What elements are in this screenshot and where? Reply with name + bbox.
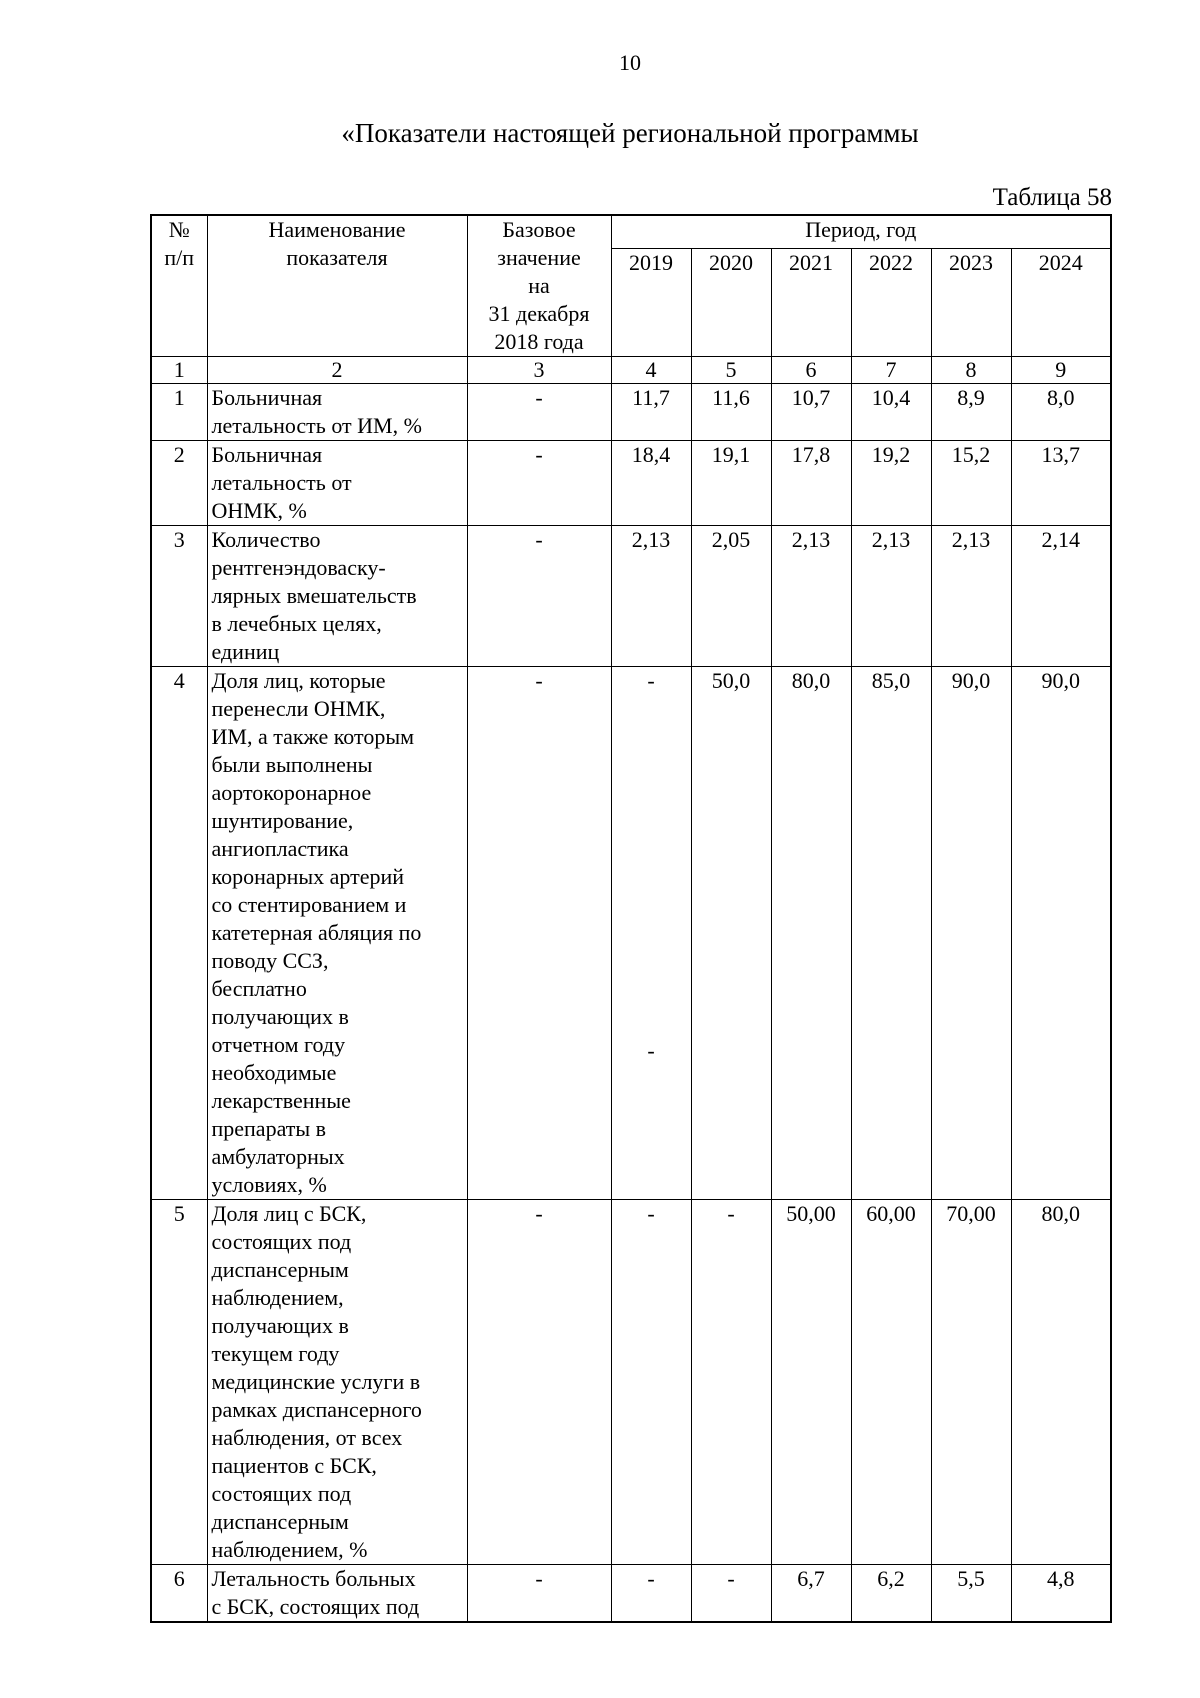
base-value: -: [467, 667, 611, 1200]
table-row: [151, 1200, 1111, 1565]
column-number: 3: [467, 357, 611, 384]
indicator-name: Больничная летальность от ОНМК, %: [207, 441, 467, 526]
value-cell: 11,7: [611, 384, 691, 441]
column-number: 8: [931, 357, 1011, 384]
column-number: 7: [851, 357, 931, 384]
value-cell: 70,00: [931, 1200, 1011, 1565]
table-row: [151, 441, 1111, 526]
value-cell: 2,14: [1011, 526, 1111, 667]
table-row: [151, 1565, 1111, 1623]
value-cell: 85,0: [851, 667, 931, 1200]
indicator-name: Летальность больных с БСК, состоящих под: [207, 1565, 467, 1623]
table-row: [151, 384, 1111, 441]
value-cell: 60,00: [851, 1200, 931, 1565]
value-cell: 80,0: [1011, 1200, 1111, 1565]
value-cell: 19,1: [691, 441, 771, 526]
value-cell: 2,13: [851, 526, 931, 667]
column-numbers-row: [151, 357, 1111, 384]
value-cell: 11,6: [691, 384, 771, 441]
value-cell: -: [611, 1565, 691, 1623]
value-cell: 18,4: [611, 441, 691, 526]
table-caption: Таблица 58: [992, 184, 1112, 211]
column-number: 2: [207, 357, 467, 384]
value-cell: 19,2: [851, 441, 931, 526]
base-value: -: [467, 384, 611, 441]
header-year: 2019: [611, 249, 691, 357]
value-cell: 50,00: [771, 1200, 851, 1565]
indicators-table: [150, 214, 1112, 1623]
value-cell: 8,0: [1011, 384, 1111, 441]
column-number: 5: [691, 357, 771, 384]
header-year: 2024: [1011, 249, 1111, 357]
column-number: 6: [771, 357, 851, 384]
header-name: Наименование показателя: [207, 215, 467, 357]
base-value: -: [467, 1200, 611, 1565]
stray-dash-mark: -: [647, 1038, 655, 1063]
value-cell: 6,2: [851, 1565, 931, 1623]
row-number: 5: [151, 1200, 207, 1565]
value-cell: 2,13: [931, 526, 1011, 667]
header-year: 2022: [851, 249, 931, 357]
value-cell: 5,5: [931, 1565, 1011, 1623]
row-number: 2: [151, 441, 207, 526]
header-num: № п/п: [151, 215, 207, 357]
header-year: 2020: [691, 249, 771, 357]
indicator-name: Количество рентгенэндоваску- лярных вмешательств в лечебных целях, единиц: [207, 526, 467, 667]
header-base-value: Базовое значение на 31 декабря 2018 года: [467, 215, 611, 357]
header-year: 2021: [771, 249, 851, 357]
row-number: 3: [151, 526, 207, 667]
row-number: 1: [151, 384, 207, 441]
indicator-name: Доля лиц, которые перенесли ОНМК, ИМ, а также которым были выполнены аортокоронарное шунтирование, ангиопластика коронарных артерий со стентированием и катетерная абляция по поводу ССЗ, бесплатно получающих в отчетном году необходимые лекарственные препараты в амбулаторных условиях, %: [207, 667, 467, 1200]
value-cell: 17,8: [771, 441, 851, 526]
value-cell: 2,05: [691, 526, 771, 667]
value-cell: 6,7: [771, 1565, 851, 1623]
base-value: -: [467, 1565, 611, 1623]
value-cell: 10,7: [771, 384, 851, 441]
column-number: 1: [151, 357, 207, 384]
value-cell: 10,4: [851, 384, 931, 441]
header-row-1: [151, 215, 1111, 249]
value-cell: 15,2: [931, 441, 1011, 526]
base-value: -: [467, 526, 611, 667]
base-value: -: [467, 441, 611, 526]
value-cell: 13,7: [1011, 441, 1111, 526]
header-year: 2023: [931, 249, 1011, 357]
value-cell: 90,0: [1011, 667, 1111, 1200]
value-cell: [611, 667, 691, 1200]
row-number: 6: [151, 1565, 207, 1623]
column-number: 4: [611, 357, 691, 384]
table-row: [151, 526, 1111, 667]
value-cell: 2,13: [611, 526, 691, 667]
value-cell: 90,0: [931, 667, 1011, 1200]
table-row: [151, 667, 1111, 1200]
value-cell: 50,0: [691, 667, 771, 1200]
value-text: -: [647, 668, 655, 693]
value-cell: 8,9: [931, 384, 1011, 441]
value-cell: -: [611, 1200, 691, 1565]
row-number: 4: [151, 667, 207, 1200]
header-period: Период, год: [611, 215, 1111, 249]
indicator-name: Больничная летальность от ИМ, %: [207, 384, 467, 441]
indicator-name: Доля лиц с БСК, состоящих под диспансерным наблюдением, получающих в текущем году медицинские услуги в рамках диспансерного наблюдения, от всех пациентов с БСК, состоящих под диспансерным наблюдением, %: [207, 1200, 467, 1565]
value-cell: -: [691, 1200, 771, 1565]
value-cell: 80,0: [771, 667, 851, 1200]
column-number: 9: [1011, 357, 1111, 384]
page-number: 10: [619, 50, 641, 75]
value-cell: 2,13: [771, 526, 851, 667]
value-cell: -: [691, 1565, 771, 1623]
value-cell: 4,8: [1011, 1565, 1111, 1623]
document-title: «Показатели настоящей региональной программы: [341, 118, 919, 148]
